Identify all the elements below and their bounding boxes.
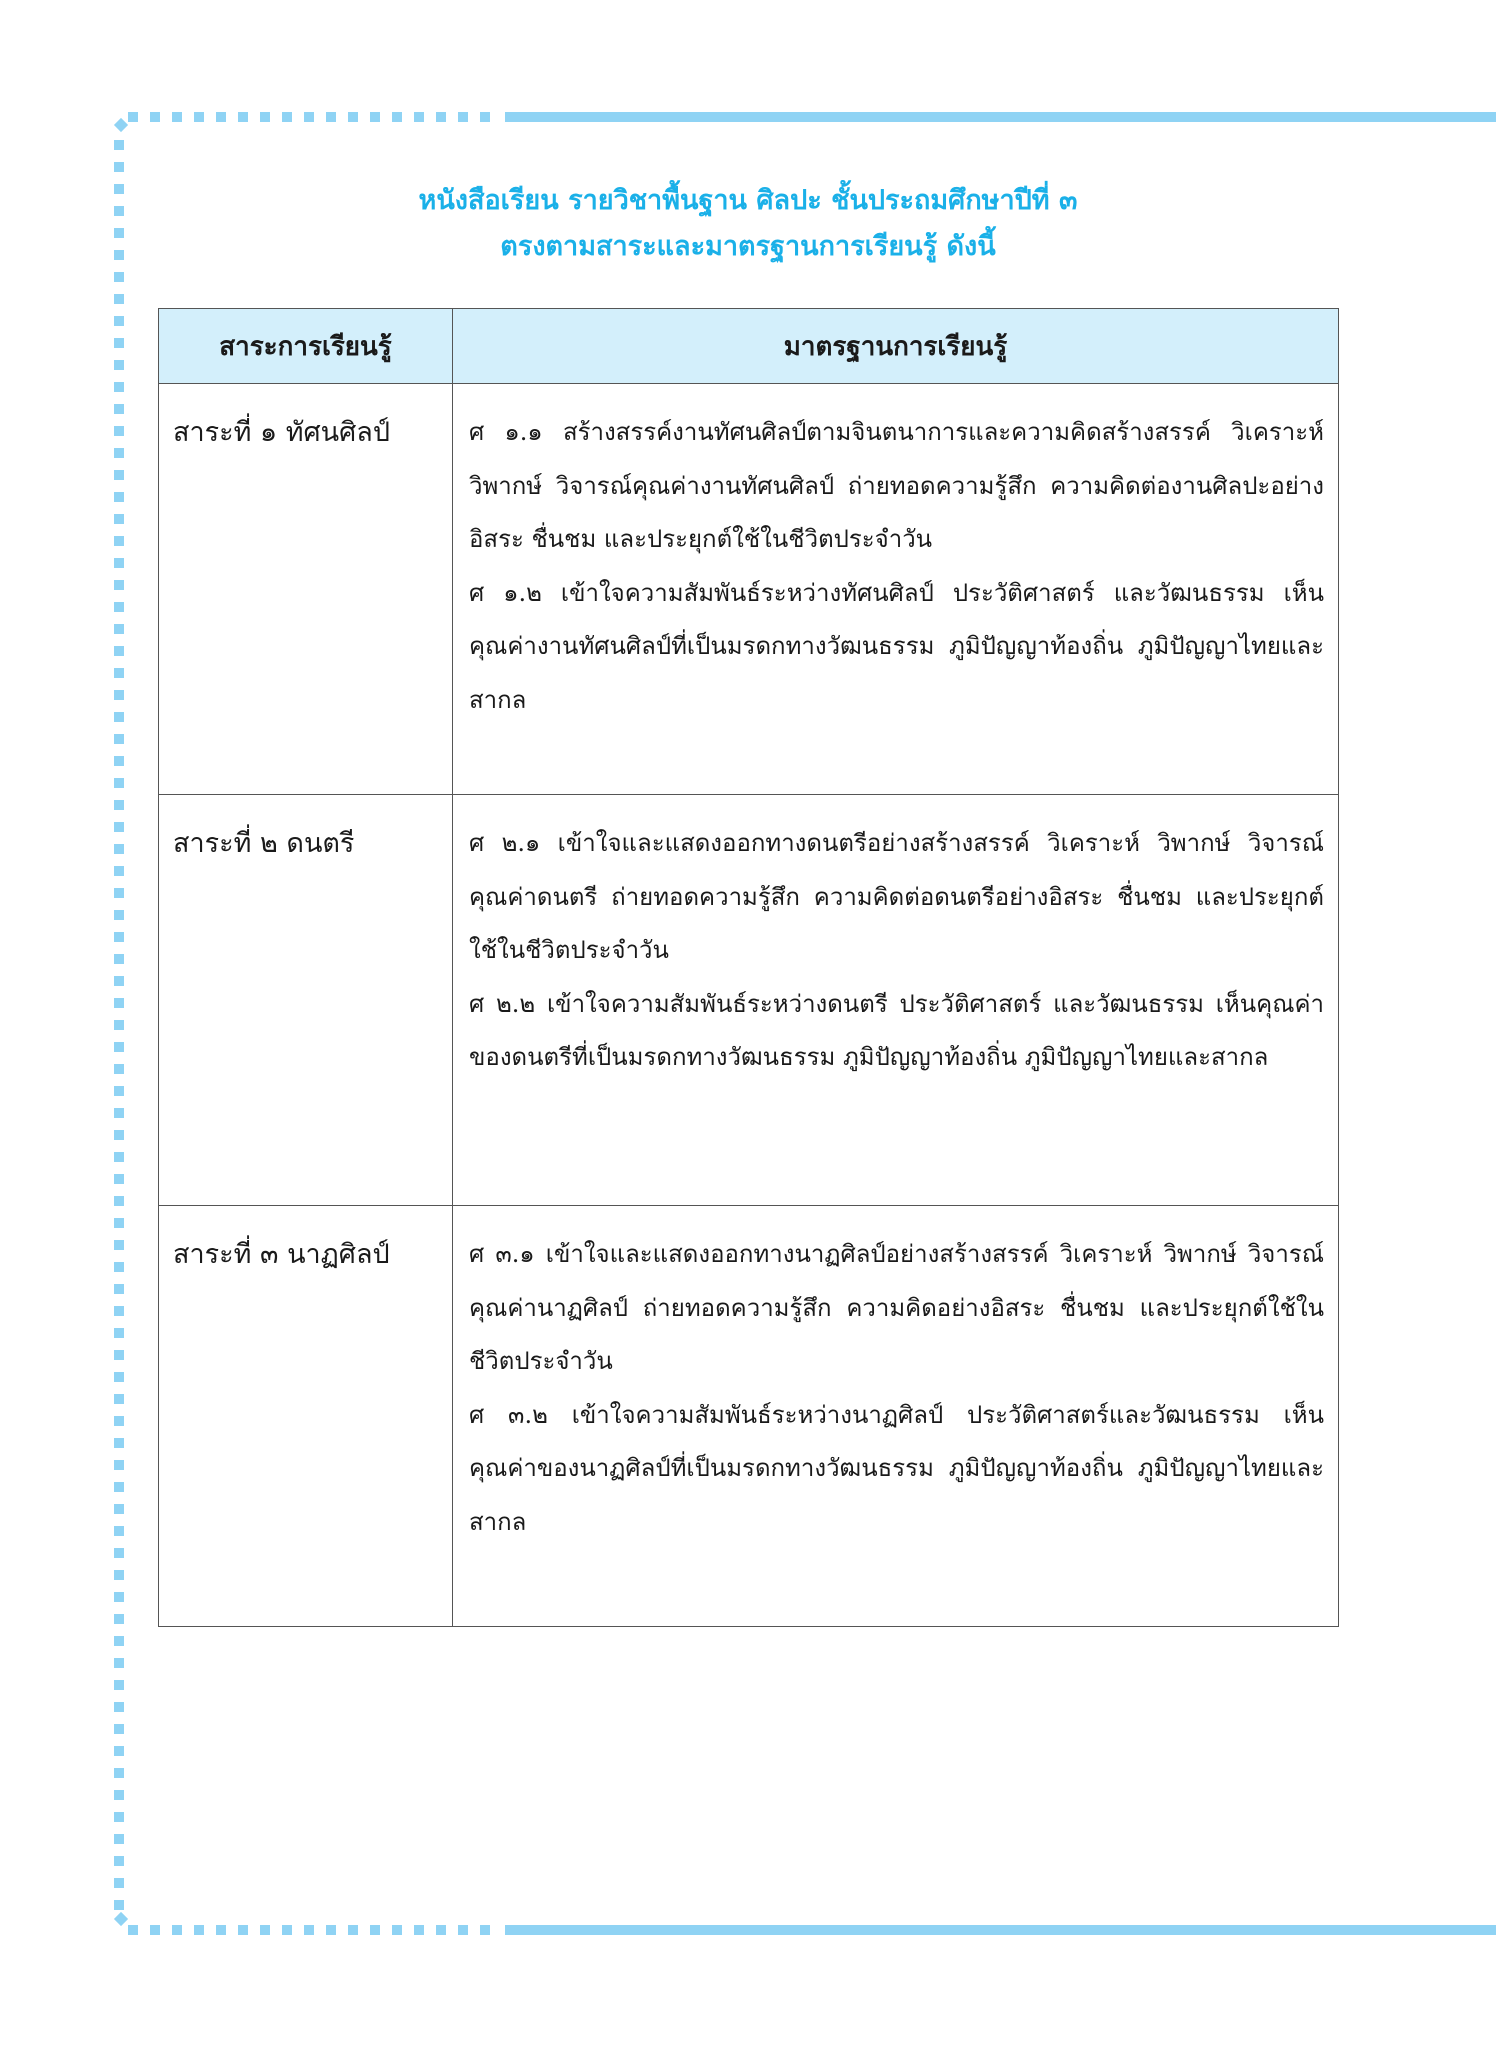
standards-table [158,308,1339,1627]
standard-cell [453,1206,1339,1627]
page-heading [158,178,1338,270]
frame-dotted-line-left [114,140,124,1910]
frame-corner-bottom-left [114,1912,128,1926]
header-strand: สาระการเรียนรู้ [159,309,453,384]
standard-item: ศ ๑.๑ สร้างสรรค์งานทัศนศิลป์ตามจินตนาการและความคิดสร้างสรรค์ วิเคราะห์ วิพากษ์ วิจารณ์คุณค่างานทัศนศิลป์ ถ่ายทอดความรู้สึก ความคิดต่องานศิลปะอย่างอิสระ ชื่นชม และประยุกต์ใช้ในชีวิตประจำวัน [469,418,1324,553]
standard-item: ศ ๒.๒ เข้าใจความสัมพันธ์ระหว่างดนตรี ประวัติศาสตร์ และวัฒนธรรม เห็นคุณค่าของดนตรีที่เป็นมรดกทางวัฒนธรรม ภูมิปัญญาท้องถิ่น ภูมิปัญญาไทยและสากล [469,989,1324,1071]
standard-item: ศ ๒.๑ เข้าใจและแสดงออกทางดนตรีอย่างสร้างสรรค์ วิเคราะห์ วิพากษ์ วิจารณ์คุณค่าดนตรี ถ่ายทอดความรู้สึก ความคิดต่อดนตรีอย่างอิสระ ชื่นชม และประยุกต์ใช้ในชีวิตประจำวัน [469,829,1324,964]
strand-cell: สาระที่ ๑ ทัศนศิลป์ [159,384,453,795]
frame-bar-bottom [505,1925,1496,1935]
table-header-row [159,309,1339,384]
frame-corner-top-left [114,118,128,132]
standard-item: ศ ๓.๒ เข้าใจความสัมพันธ์ระหว่างนาฏศิลป์ ประวัติศาสตร์และวัฒนธรรม เห็นคุณค่าของนาฏศิลป์ที่เป็นมรดกทางวัฒนธรรม ภูมิปัญญาท้องถิ่น ภูมิปัญญาไทยและสากล [469,1400,1324,1536]
standard-cell [453,384,1339,795]
heading-line-1: หนังสือเรียน รายวิชาพื้นฐาน ศิลปะ ชั้นประถมศึกษาปีที่ ๓ [418,185,1078,216]
strand-cell: สาระที่ ๒ ดนตรี [159,795,453,1206]
table-row [159,1206,1339,1627]
standard-item: ศ ๓.๑ เข้าใจและแสดงออกทางนาฏศิลป์อย่างสร้างสรรค์ วิเคราะห์ วิพากษ์ วิจารณ์คุณค่านาฏศิลป์ ถ่ายทอดความรู้สึก ความคิดอย่างอิสระ ชื่นชม และประยุกต์ใช้ในชีวิตประจำวัน [469,1240,1324,1375]
heading-line-2: ตรงตามสาระและมาตรฐานการเรียนรู้ ดังนี้ [500,231,996,262]
frame-dotted-line-top [128,112,500,122]
standard-item: ศ ๑.๒ เข้าใจความสัมพันธ์ระหว่างทัศนศิลป์ ประวัติศาสตร์ และวัฒนธรรม เห็นคุณค่างานทัศนศิลป์ที่เป็นมรดกทางวัฒนธรรม ภูมิปัญญาท้องถิ่น ภูมิปัญญาไทยและสากล [469,578,1324,714]
header-standard: มาตรฐานการเรียนรู้ [453,309,1339,384]
table-row [159,795,1339,1206]
frame-dotted-line-bottom [128,1925,500,1935]
table-row [159,384,1339,795]
standard-cell [453,795,1339,1206]
strand-cell: สาระที่ ๓ นาฏศิลป์ [159,1206,453,1627]
frame-bar-top [505,112,1496,122]
